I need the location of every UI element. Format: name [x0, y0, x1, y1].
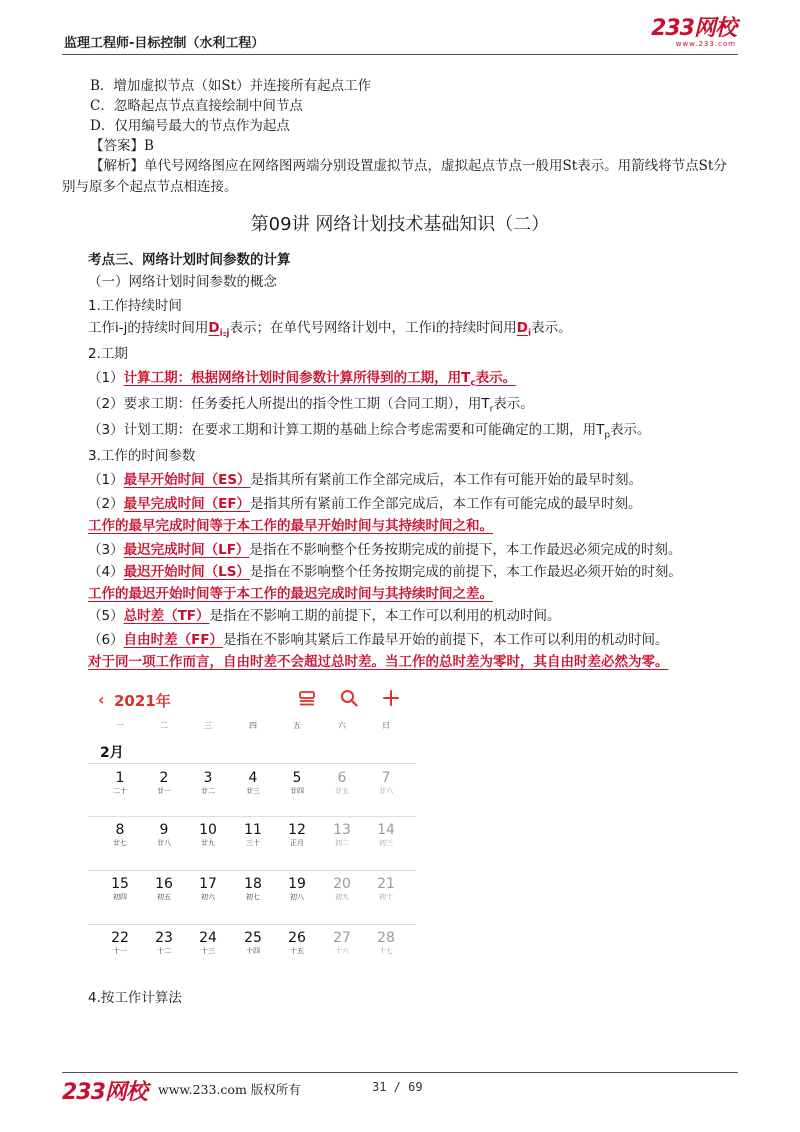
day-number: 20 [333, 876, 351, 892]
lunar-date: 廿一 [157, 787, 171, 795]
calendar-year[interactable]: 2021年 [114, 692, 171, 710]
calendar-day[interactable] [188, 770, 228, 796]
day-number: 10 [199, 822, 217, 838]
day-number: 2 [159, 770, 169, 786]
page-number: 31 / 69 [372, 1080, 423, 1094]
calendar-day[interactable] [233, 876, 273, 902]
weekday-label: 三 [204, 721, 212, 730]
calendar-day[interactable] [233, 822, 273, 848]
day-number: 17 [199, 876, 217, 892]
calendar-day[interactable] [322, 770, 362, 796]
option-b: B．增加虚拟节点（如St）并连接所有起点工作 [90, 78, 372, 94]
weekday-label: 日 [382, 721, 390, 730]
calendar-month: 2月 [100, 745, 124, 761]
week-divider [88, 816, 416, 817]
week-divider [88, 763, 416, 764]
weekday-label: 四 [249, 721, 257, 730]
duration-symbol-ij: $D_{i-j}$ [208, 320, 230, 339]
required-period-line: （2）要求工期：任务委托人所提出的指令性工期（合同工期），用$T_r$表示。 [88, 396, 534, 415]
lunar-date: 初六 [201, 893, 215, 901]
option-d: D．仅用编号最大的节点作为起点 [90, 118, 290, 134]
lunar-date: 初五 [157, 893, 171, 901]
option-c: C．忽略起点节点直接绘制中间节点 [90, 98, 303, 114]
day-number: 26 [288, 930, 306, 946]
calendar-day[interactable] [277, 822, 317, 848]
lunar-date: 十一 [113, 947, 127, 955]
lunar-date: 二十 [113, 787, 127, 795]
lunar-date: 十七 [379, 947, 393, 955]
day-number: 19 [288, 876, 306, 892]
lunar-date: 十六 [335, 947, 349, 955]
lunar-date: 初十 [379, 893, 393, 901]
day-number: 27 [333, 930, 351, 946]
heading-time-params: 3.工作的时间参数 [88, 448, 196, 464]
week-divider [88, 870, 416, 871]
param-lf: （3）最迟完成时间（LF）是指在不影响整个任务按期完成的前提下，本工作最迟必须完成的时刻。 [88, 542, 682, 558]
day-number: 11 [244, 822, 262, 838]
lunar-date: 廿五 [335, 787, 349, 795]
calendar-day[interactable] [366, 876, 406, 902]
calendar-day[interactable] [366, 822, 406, 848]
lunar-date: 十四 [246, 947, 260, 955]
lunar-date: 初二 [335, 839, 349, 847]
footer-copyright: www.233.com 版权所有 [158, 1082, 301, 1097]
calc-period-definition: 计算工期：根据网络计划时间参数计算所得到的工期，用$T_c$表示。 [123, 370, 517, 389]
duration-paragraph: 工作i-j的持续时间用$D_{i-j}$表示；在单代号网络计划中，工作i的持续时间用$D_i$表示。 [88, 320, 572, 339]
day-number: 6 [337, 770, 347, 786]
weekday-header [88, 720, 416, 740]
calendar-day[interactable] [233, 770, 273, 796]
lunar-date: 廿八 [157, 839, 171, 847]
day-number: 21 [377, 876, 395, 892]
lunar-date: 初九 [335, 893, 349, 901]
day-number: 28 [377, 930, 395, 946]
sub-heading-concept: （一）网络计划时间参数的概念 [88, 274, 277, 290]
chevron-left-icon[interactable]: ‹ [98, 690, 105, 709]
document-title: 监理工程师-目标控制（水利工程） [64, 36, 265, 51]
day-number: 13 [333, 822, 351, 838]
planned-period-line: （3）计划工期：在要求工期和计算工期的基础上综合考虑需要和可能确定的工期，用$T_p$表示。 [88, 422, 651, 441]
lunar-date: 初四 [113, 893, 127, 901]
week-divider [88, 924, 416, 925]
day-number: 18 [244, 876, 262, 892]
heading-duration-period: 2.工期 [88, 346, 128, 362]
calendar-day[interactable] [277, 770, 317, 796]
page-header [62, 0, 738, 56]
lunar-date: 十三 [201, 947, 215, 955]
calendar-day[interactable] [188, 930, 228, 956]
day-number: 3 [203, 770, 213, 786]
lunar-date: 廿六 [379, 787, 393, 795]
answer: 【答案】B [90, 138, 154, 154]
day-number: 1 [115, 770, 125, 786]
footer-logo: 233网校 [62, 1080, 147, 1105]
list-view-icon[interactable] [298, 689, 316, 712]
param-ef: （2）最早完成时间（EF）是指其所有紧前工作全部完成后，本工作有可能完成的最早时刻。 [88, 496, 642, 512]
calendar-day[interactable] [100, 930, 140, 956]
footer-divider [62, 1072, 738, 1073]
day-number: 14 [377, 822, 395, 838]
day-number: 5 [292, 770, 302, 786]
calendar-day[interactable] [100, 822, 140, 848]
day-number: 22 [111, 930, 129, 946]
calendar-day[interactable] [144, 822, 184, 848]
calendar-day[interactable] [144, 770, 184, 796]
calendar-day[interactable] [188, 822, 228, 848]
lunar-date: 正月 [290, 839, 304, 847]
day-number: 23 [155, 930, 173, 946]
param-tf: （5）总时差（TF）是指在不影响工期的前提下，本工作可以利用的机动时间。 [88, 608, 561, 624]
heading-duration: 1.工作持续时间 [88, 298, 182, 314]
lunar-date: 廿九 [201, 839, 215, 847]
calendar-screenshot [88, 680, 416, 980]
calendar-toolbar [88, 680, 416, 720]
calendar-day[interactable] [322, 930, 362, 956]
day-number: 25 [244, 930, 262, 946]
kaodian-heading: 考点三、网络计划时间参数的计算 [88, 252, 291, 268]
lunar-date: 初三 [379, 839, 393, 847]
lunar-date: 廿二 [201, 787, 215, 795]
day-number: 7 [381, 770, 391, 786]
ff-note: 对于同一项工作而言，自由时差不会超过总时差。当工作的总时差为零时，其自由时差必然为零。 [88, 654, 669, 670]
ef-note: 工作的最早完成时间等于本工作的最早开始时间与其持续时间之和。 [88, 518, 493, 534]
calendar-day[interactable] [366, 770, 406, 796]
weekday-label: 五 [293, 721, 301, 730]
lunar-date: 廿七 [113, 839, 127, 847]
heading-work-method: 4.按工作计算法 [88, 990, 182, 1006]
day-number: 9 [159, 822, 169, 838]
lunar-date: 初八 [290, 893, 304, 901]
calendar-day[interactable] [144, 876, 184, 902]
lunar-date: 十二 [157, 947, 171, 955]
calendar-day[interactable] [100, 876, 140, 902]
calendar-day[interactable] [277, 876, 317, 902]
brand-logo: 233网校 www.233.com [651, 16, 736, 48]
day-number: 8 [115, 822, 125, 838]
calendar-day[interactable] [188, 876, 228, 902]
weekday-label: 六 [338, 721, 346, 730]
calendar-day[interactable] [233, 930, 273, 956]
header-divider [62, 54, 738, 55]
search-icon[interactable] [340, 689, 358, 712]
lunar-date: 廿四 [290, 787, 304, 795]
weekday-label: 二 [160, 721, 168, 730]
ls-note: 工作的最迟开始时间等于本工作的最迟完成时间与其持续时间之差。 [88, 586, 493, 602]
day-number: 12 [288, 822, 306, 838]
day-number: 4 [248, 770, 258, 786]
param-es: （1）最早开始时间（ES）是指其所有紧前工作全部完成后，本工作有可能开始的最早时刻。 [88, 472, 643, 488]
calc-period-line: （1）计算工期：根据网络计划时间参数计算所得到的工期，用$T_c$表示。 [88, 370, 517, 389]
lecture-title: 第09讲 网络计划技术基础知识（二） [250, 214, 550, 235]
calendar-day[interactable] [322, 822, 362, 848]
day-number: 24 [199, 930, 217, 946]
weekday-label: 一 [116, 721, 124, 730]
lunar-date: 初七 [246, 893, 260, 901]
lunar-date: 十五 [290, 947, 304, 955]
duration-symbol-i: $D_i$ [516, 320, 532, 339]
calendar-day[interactable] [322, 876, 362, 902]
day-number: 16 [155, 876, 173, 892]
calendar-day[interactable] [277, 930, 317, 956]
calendar-day[interactable] [366, 930, 406, 956]
lunar-date: 三十 [246, 839, 260, 847]
param-ls: （4）最迟开始时间（LS）是指在不影响整个任务按期完成的前提下，本工作最迟必须开始的时刻。 [88, 564, 682, 580]
analysis: 【解析】单代号网络图应在网络图两端分别设置虚拟节点，虚拟起点节点一般用St表示。用箭线将节点St分别与原多个起点节点相连接。 [62, 158, 727, 195]
day-number: 15 [111, 876, 129, 892]
param-ff: （6）自由时差（FF）是指在不影响其紧后工作最早开始的前提下，本工作可以利用的机动时间。 [88, 632, 669, 648]
calendar-day[interactable] [100, 770, 140, 796]
lunar-date: 廿三 [246, 787, 260, 795]
calendar-day[interactable] [144, 930, 184, 956]
add-icon[interactable] [382, 689, 400, 712]
